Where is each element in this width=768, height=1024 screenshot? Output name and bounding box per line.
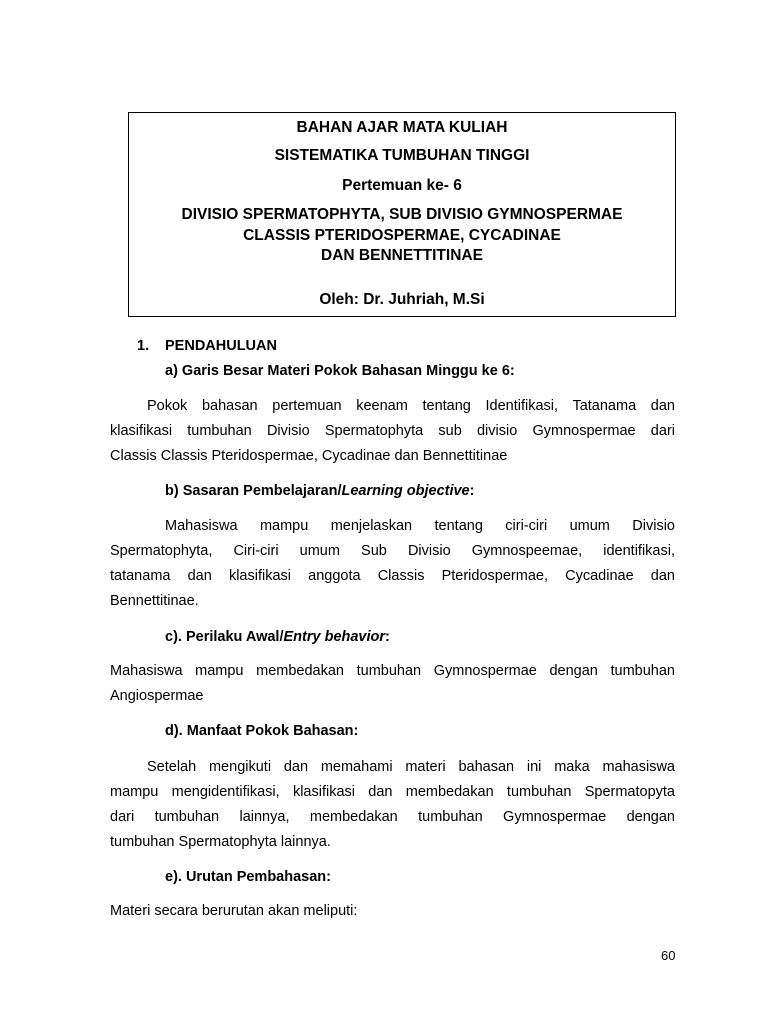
paragraph-line: Setelah mengikuti dan memahami materi bahasan ini maka mahasiswa	[147, 759, 675, 775]
paragraph-line: mampu mengidentifikasi, klasifikasi dan membedakan tumbuhan Spermatopyta	[110, 784, 675, 800]
paragraph-line: Bennettitinae.	[110, 593, 199, 609]
subheading-c	[165, 629, 390, 645]
author-line: Oleh: Dr. Juhriah, M.Si	[319, 291, 485, 308]
paragraph-line: klasifikasi tumbuhan Divisio Spermatophyta sub divisio Gymnospermae dari	[110, 423, 675, 439]
subheading-a: a) Garis Besar Materi Pokok Bahasan Minggu ke 6:	[165, 363, 515, 379]
title-line-course-name: SISTEMATIKA TUMBUHAN TINGGI	[274, 147, 530, 164]
subheading-b-colon: :	[469, 483, 475, 499]
paragraph-line: Mahasiswa mampu menjelaskan tentang ciri-ciri umum Divisio	[165, 518, 675, 534]
paragraph-line: Pokok bahasan pertemuan keenam tentang Identifikasi, Tatanama dan	[147, 398, 675, 414]
paragraph-line: Angiospermae	[110, 688, 204, 704]
subheading-e: e). Urutan Pembahasan:	[165, 869, 331, 885]
section-number: 1.	[137, 338, 150, 354]
subheading-c-text: ). Perilaku Awal/	[173, 629, 284, 645]
subheading-b	[165, 483, 474, 499]
subheading-b-text: b) Sasaran Pembelajaran/	[165, 483, 342, 499]
page-number: 60	[661, 948, 676, 963]
paragraph-d	[110, 755, 675, 855]
paragraph-line: tatanama dan klasifikasi anggota Classis Pteridospermae, Cycadinae dan	[110, 568, 675, 584]
subheading-c-italic: Entry behavior	[283, 629, 386, 645]
paragraph-b	[110, 514, 675, 614]
paragraph-a	[110, 394, 675, 469]
paragraph-c	[110, 659, 675, 709]
title-line-course-material: BAHAN AJAR MATA KULIAH	[296, 119, 508, 136]
subheading-d: d). Manfaat Pokok Bahasan:	[165, 723, 359, 739]
title-line-division: DIVISIO SPERMATOPHYTA, SUB DIVISIO GYMNOSPERMAE	[181, 206, 623, 223]
title-line-meeting: Pertemuan ke- 6	[342, 177, 462, 194]
title-box	[128, 112, 676, 317]
section-title: PENDAHULUAN	[165, 338, 277, 354]
paragraph-e: Materi secara berurutan akan meliputi:	[110, 903, 358, 919]
paragraph-line: tumbuhan Spermatophyta lainnya.	[110, 834, 331, 850]
subheading-c-colon: :	[385, 629, 390, 645]
paragraph-line: Spermatophyta, Ciri-ciri umum Sub Divisio Gymnospeemae, identifikasi,	[110, 543, 675, 559]
paragraph-line: dari tumbuhan lainnya, membedakan tumbuhan Gymnospermae dengan	[110, 809, 675, 825]
subheading-c-letter: c	[165, 629, 174, 645]
paragraph-line: Mahasiswa mampu membedakan tumbuhan Gymnospermae dengan tumbuhan	[110, 663, 675, 679]
title-line-classis: CLASSIS PTERIDOSPERMAE, CYCADINAE	[243, 227, 561, 244]
title-line-bennettitinae: DAN BENNETTITINAE	[321, 247, 483, 264]
subheading-b-italic: Learning objective	[341, 483, 470, 499]
paragraph-line: Classis Classis Pteridospermae, Cycadinae dan Bennettitinae	[110, 448, 508, 464]
